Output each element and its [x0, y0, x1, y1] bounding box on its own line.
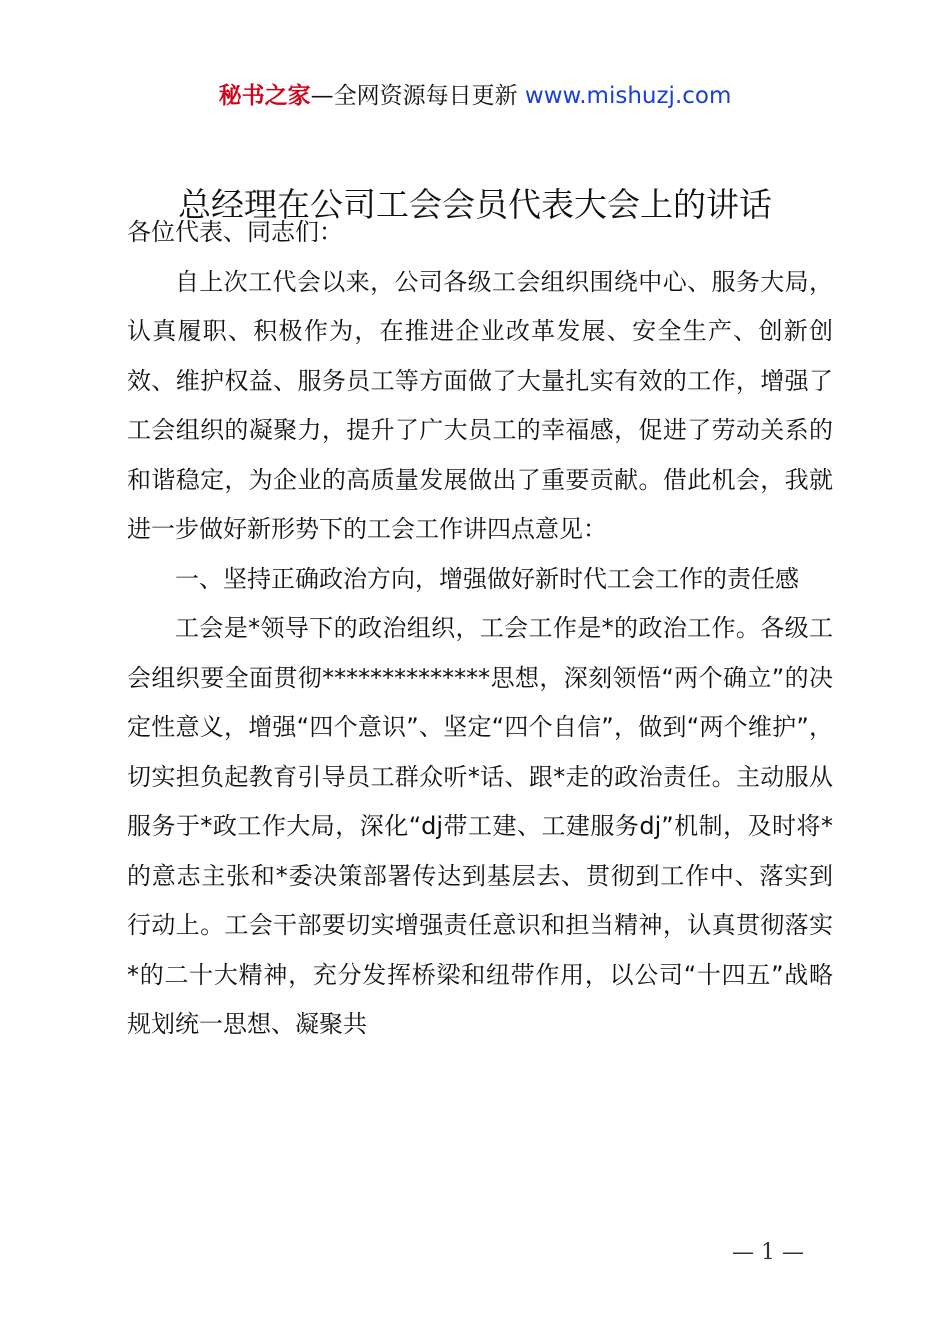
- page-number: — 1 —: [732, 1240, 804, 1265]
- section-heading-1: 一、坚持正确政治方向，增强做好新时代工会工作的责任感: [175, 564, 799, 593]
- document-body: [127, 208, 833, 1050]
- section-1-paragraph: 工会是*领导下的政治组织，工会工作是*的政治工作。各级工会组织要全面贯彻**************思想，深刻领悟“两个确立”的决定性意义，增强“四个意识”、坚定“四个自信”，做到“两个维护”，切实担负起教育引导员工群众听*话、跟*走的政治责任。主动服从服务于*政工作大局，深化“dj带工建、工建服务dj”机制，及时将*的意志主张和*委决策部署传达到基层去、贯彻到工作中、落实到行动上。工会干部要切实增强责任意识和担当精神，认真贯彻落实*的二十大精神，充分发挥桥梁和纽带作用，以公司“十四五”战略规划统一思想、凝聚共: [127, 614, 833, 1038]
- site-tagline: —全网资源每日更新: [310, 83, 518, 109]
- intro-paragraph: 自上次工代会以来，公司各级工会组织围绕中心、服务大局，认真履职、积极作为，在推进企业改革发展、安全生产、创新创效、维护权益、服务员工等方面做了大量扎实有效的工作，增强了工会组织的凝聚力，提升了广大员工的幸福感，促进了劳动关系的和谐稳定，为企业的高质量发展做出了重要贡献。借此机会，我就进一步做好新形势下的工会工作讲四点意见：: [127, 267, 833, 543]
- document-title: 总经理在公司工会会员代表大会上的讲话: [178, 185, 772, 224]
- site-url-link[interactable]: www.mishuzj.com: [524, 83, 732, 109]
- site-brand: 秘书之家: [218, 83, 311, 109]
- site-header: [0, 80, 950, 112]
- salutation: 各位代表、同志们：: [127, 218, 343, 246]
